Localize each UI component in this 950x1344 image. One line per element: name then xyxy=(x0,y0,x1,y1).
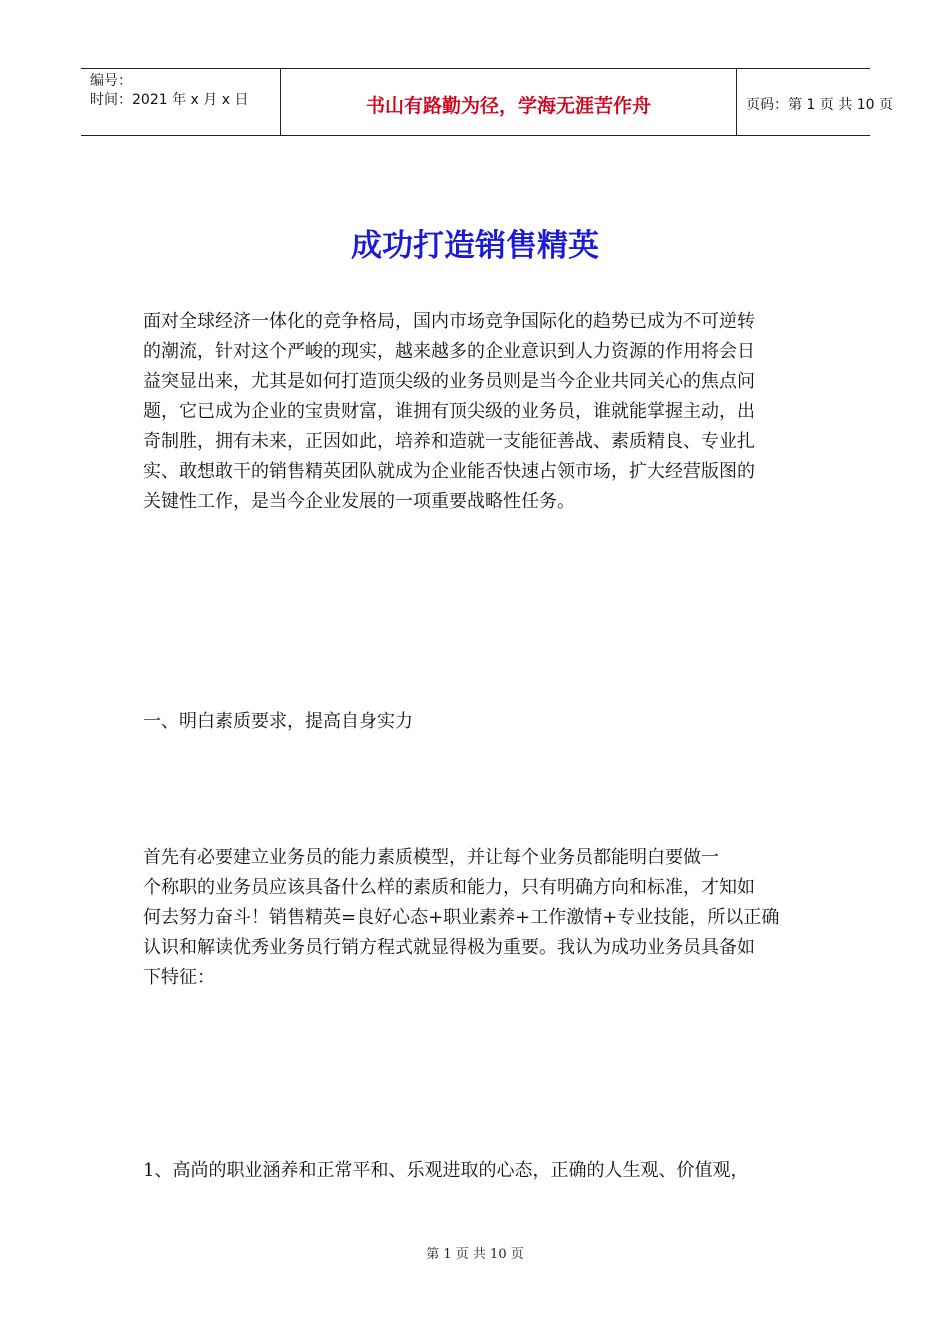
page-footer: 第 1 页 共 10 页 xyxy=(426,1247,524,1262)
text-line: 一、明白素质要求，提高自身实力 xyxy=(143,711,413,732)
paragraph-item-1 xyxy=(143,1156,813,1186)
text-line: 题，它已成为企业的宝贵财富，谁拥有顶尖级的业务员，谁就能掌握主动，出 xyxy=(143,401,755,422)
text-line: 下特征： xyxy=(143,967,215,988)
text-line: 个称职的业务员应该具备什么样的素质和能力，只有明确方向和标准，才知如 xyxy=(143,877,755,898)
text-line: 首先有必要建立业务员的能力素质模型，并让每个业务员都能明白要做一 xyxy=(143,847,719,868)
paragraph-model xyxy=(143,843,813,993)
text-line: 1、高尚的职业涵养和正常平和、乐观进取的心态，正确的人生观、价值观， xyxy=(143,1160,749,1181)
motto: 书山有路勤为径，学海无涯苦作舟 xyxy=(365,95,651,117)
text-line: 实、敢想敢干的销售精英团队就成为企业能否快速占领市场，扩大经营版图的 xyxy=(143,461,755,482)
document-title: 成功打造销售精英 xyxy=(351,228,599,264)
text-line: 奇制胜，拥有未来，正因如此，培养和造就一支能征善战、素质精良、专业扎 xyxy=(143,431,755,452)
section-heading xyxy=(143,707,813,737)
date-line: 时间：2021 年 x 月 x 日 xyxy=(90,92,249,108)
paragraph-intro xyxy=(143,307,813,517)
text-line: 认识和解读优秀业务员行销方程式就显得极为重要。我认为成功业务员具备如 xyxy=(143,937,755,958)
text-line: 关键性工作，是当今企业发展的一项重要战略性任务。 xyxy=(143,491,575,512)
text-line: 的潮流，针对这个严峻的现实，越来越多的企业意识到人力资源的作用将会日 xyxy=(143,341,755,362)
header-info-cell xyxy=(81,69,281,135)
header-page-cell xyxy=(737,69,893,135)
text-line: 何去努力奋斗！销售精英=良好心态+职业素养+工作激情+专业技能，所以正确 xyxy=(143,907,780,928)
number-label: 编号： xyxy=(90,73,132,89)
document-header xyxy=(81,68,893,136)
header-motto-cell xyxy=(281,69,737,135)
text-line: 益突显出来，尤其是如何打造顶尖级的业务员则是当今企业共同关心的焦点问 xyxy=(143,371,755,392)
text-line: 面对全球经济一体化的竞争格局，国内市场竞争国际化的趋势已成为不可逆转 xyxy=(143,311,755,332)
page-info: 页码：第 1 页 共 10 页 xyxy=(746,97,893,113)
